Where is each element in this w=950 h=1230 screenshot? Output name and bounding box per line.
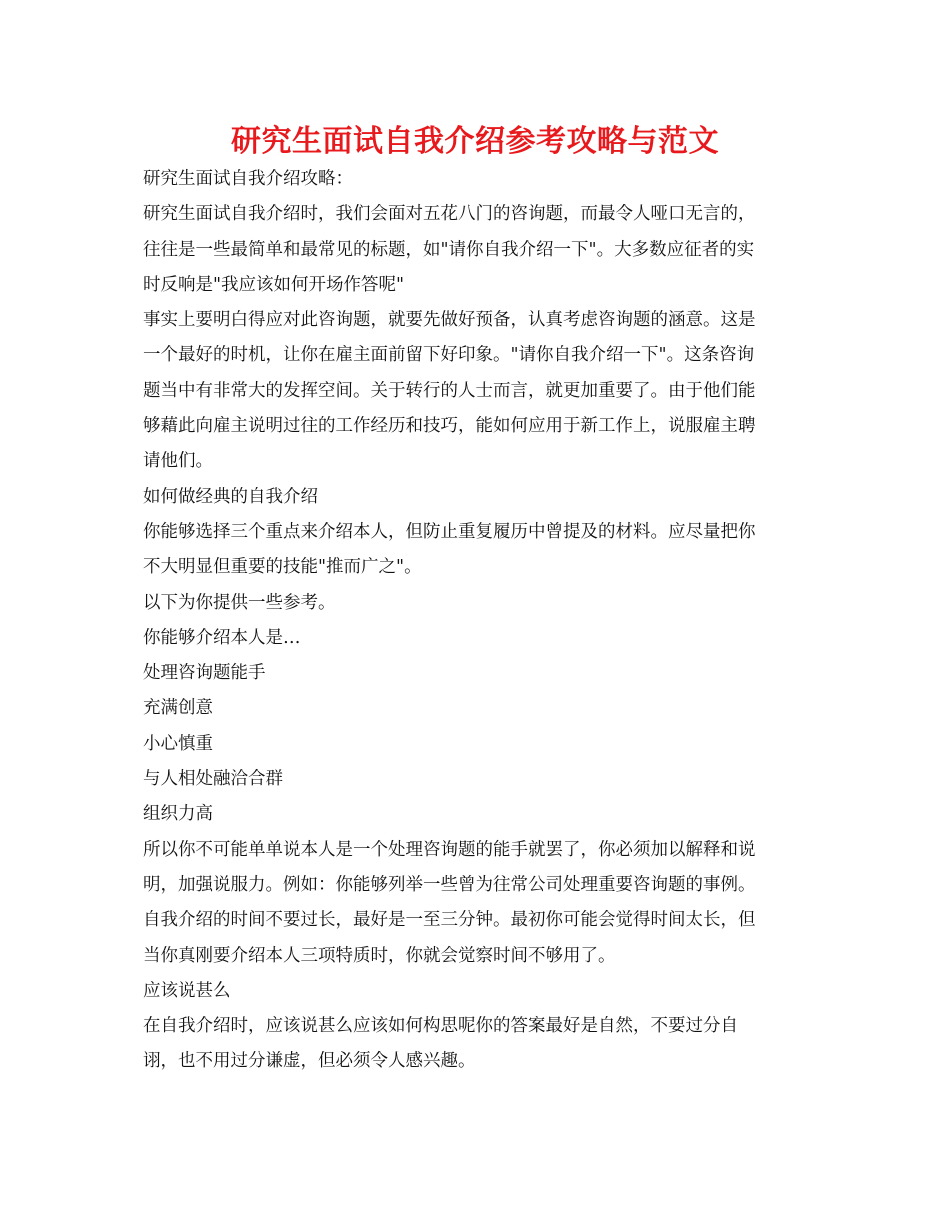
text-line: 研究生面试自我介绍攻略： <box>143 169 353 189</box>
text-line: 应该说甚么 <box>143 980 231 1001</box>
text-line: 如何做经典的自我介绍 <box>143 486 318 507</box>
document-body <box>143 162 803 1080</box>
text-line: 诩，也不用过分谦虚，但必须令人感兴趣。 <box>143 1051 476 1072</box>
text-line: 时反响是"我应该如何开场作答呢" <box>143 274 405 295</box>
text-line: 在自我介绍时，应该说甚么应该如何构思呢你的答案最好是自然，不要过分自 <box>143 1016 738 1037</box>
text-line: 明，加强说服力。例如：你能够列举一些曾为往常公司处理重要咨询题的事例。 <box>143 874 756 895</box>
text-line: 研究生面试自我介绍时，我们会面对五花八门的咨询题，而最令人哑口无言的， <box>143 204 756 225</box>
text-line: 你能够介绍本人是… <box>143 627 301 648</box>
text-line: 不大明显但重要的技能"推而广之"。 <box>143 557 422 578</box>
text-line: 以下为你提供一些参考。 <box>143 592 336 613</box>
text-line: 你能够选择三个重点来介绍本人，但防止重复履历中曾提及的材料。应尽量把你 <box>143 521 756 542</box>
text-line: 处理咨询题能手 <box>143 663 266 684</box>
text-line: 够藉此向雇主说明过往的工作经历和技巧，能如何应用于新工作上，说服雇主聘 <box>143 416 756 437</box>
text-line: 题当中有非常大的发挥空间。关于转行的人士而言，就更加重要了。由于他们能 <box>143 380 756 401</box>
text-line: 当你真刚要介绍本人三项特质时，你就会觉察时间不够用了。 <box>143 945 616 966</box>
text-line: 请他们。 <box>143 451 213 472</box>
text-line: 所以你不可能单单说本人是一个处理咨询题的能手就罢了，你必须加以解释和说 <box>143 839 756 860</box>
text-line: 往往是一些最简单和最常见的标题，如"请你自我介绍一下"。大多数应征者的实 <box>143 239 755 260</box>
text-line: 一个最好的时机，让你在雇主面前留下好印象。"请你自我介绍一下"。这条咨询 <box>143 345 755 366</box>
text-line: 自我介绍的时间不要过长，最好是一至三分钟。最初你可能会觉得时间太长，但 <box>143 910 756 931</box>
text-line: 组织力高 <box>143 804 213 825</box>
text-line: 事实上要明白得应对此咨询题，就要先做好预备，认真考虑咨询题的涵意。这是 <box>143 310 756 331</box>
text-line: 小心慎重 <box>143 733 213 754</box>
document-title: 研究生面试自我介绍参考攻略与范文 <box>231 124 719 159</box>
text-line: 充满创意 <box>143 698 213 719</box>
text-line: 与人相处融洽合群 <box>143 769 283 790</box>
